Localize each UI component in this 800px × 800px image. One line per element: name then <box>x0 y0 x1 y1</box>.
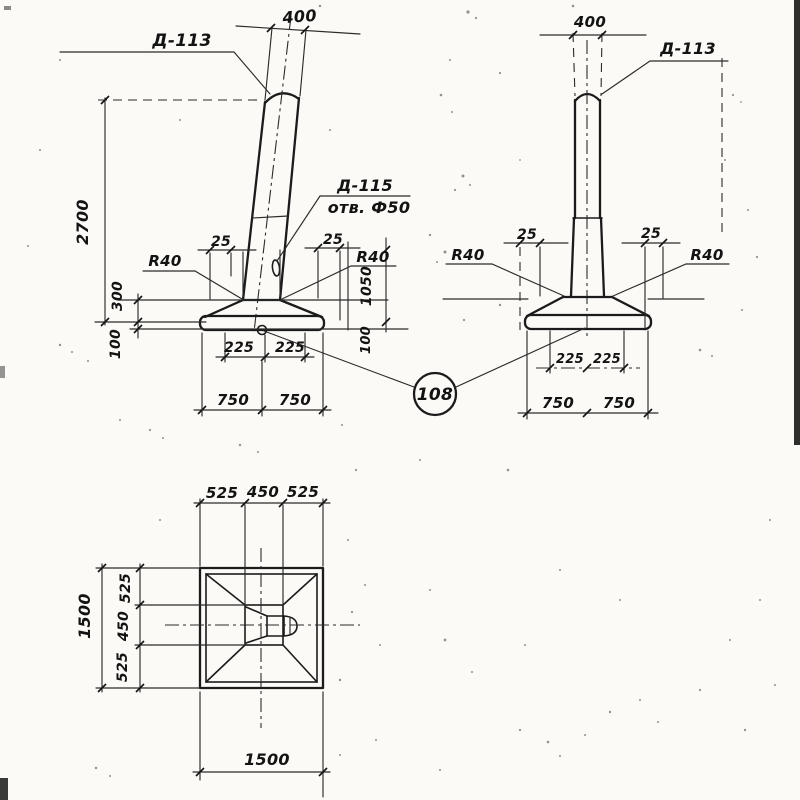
inclined-column-outline <box>243 16 306 332</box>
plan-dim-450-left: 450 <box>116 610 132 642</box>
radius-r40-left-lv: R40 <box>148 252 182 270</box>
dim-100-right: 100 <box>359 325 374 355</box>
dim-750-right-lv: 750 <box>278 391 312 409</box>
foundation-base-right <box>525 297 651 329</box>
dim-1050: 1050 <box>359 265 375 307</box>
left-elevation-view <box>60 6 414 416</box>
plan-dim-525-top-left: 525 <box>205 484 239 502</box>
leader-r40-left <box>143 271 242 299</box>
leader-d113-left <box>60 52 270 94</box>
scan-noise <box>27 5 776 777</box>
dim-750-left-rv: 750 <box>541 394 575 412</box>
plan-dim-450-top: 450 <box>246 483 280 501</box>
dim-225-left-lv: 225 <box>223 340 255 356</box>
leader-r40-right-rv <box>613 264 729 296</box>
dim-300: 300 <box>110 280 126 312</box>
mark-d115: Д-115 <box>337 176 393 195</box>
dim-100-left: 100 <box>108 328 124 360</box>
leader-d113-right <box>602 61 728 94</box>
hole-f50 <box>272 260 281 277</box>
callout-number: 108 <box>416 385 454 405</box>
radius-r40-right-rv: R40 <box>690 246 724 264</box>
plan-dim-525-left-top: 525 <box>118 572 134 604</box>
callout-108 <box>414 373 456 415</box>
leader-r40-left-rv <box>446 264 564 296</box>
mark-hole-f50: отв. Ф50 <box>327 198 411 217</box>
dim-750-right-rv: 750 <box>602 394 636 412</box>
right-elevation-view <box>443 13 729 419</box>
vertical-column-outline <box>571 40 604 336</box>
dim-25-right-lv: 25 <box>322 232 344 248</box>
plan-dim-525-top-right: 525 <box>286 483 320 501</box>
dim-225-right-rv: 225 <box>592 352 622 367</box>
dim-25-left-lv: 25 <box>210 234 232 250</box>
mark-d113-right: Д-113 <box>660 39 716 58</box>
dim-2700: 2700 <box>73 199 92 245</box>
plan-dim-525-left-bottom: 525 <box>115 651 131 683</box>
dim-750-left-lv: 750 <box>216 391 250 409</box>
mark-d113-left: Д-113 <box>152 31 212 51</box>
dim-25-right-rv: 25 <box>640 226 662 242</box>
plan-view <box>75 483 360 797</box>
dim-line-400-left <box>236 26 360 34</box>
radius-r40-left-rv: R40 <box>451 246 485 264</box>
dim-225-right-lv: 225 <box>274 340 306 356</box>
plan-dim-1500-left: 1500 <box>75 593 94 639</box>
dim-400-left-view: 400 <box>281 5 318 28</box>
dim-400-right-view: 400 <box>573 13 607 31</box>
plan-dim-1500-bottom: 1500 <box>244 750 290 769</box>
dim-225-left-rv: 225 <box>555 352 585 367</box>
dim-25-left-rv: 25 <box>516 227 538 243</box>
leader-r40-right <box>282 266 396 299</box>
radius-r40-right-lv: R40 <box>356 248 390 266</box>
